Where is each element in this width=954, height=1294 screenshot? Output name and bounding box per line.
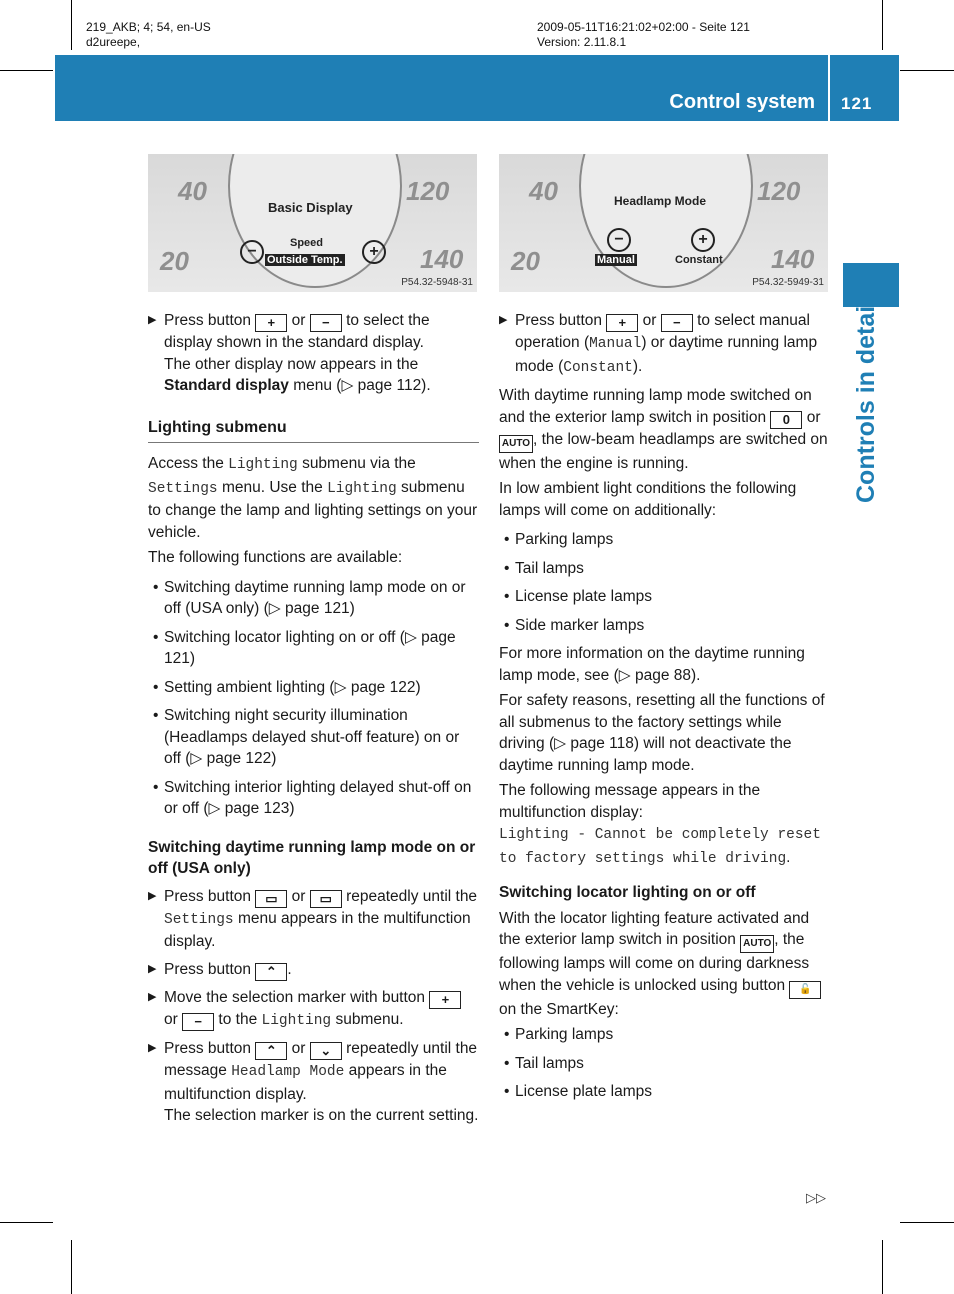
text: The selection marker is on the current setting.: [164, 1107, 479, 1124]
section-title: Control system: [669, 91, 815, 113]
header-band: [55, 55, 899, 121]
paragraph-drl-on: [499, 385, 830, 474]
text: Press button: [164, 312, 252, 329]
list-item-text: Switching locator lighting on or off (▷ page 121): [164, 628, 456, 667]
list-item-text: Tail lamps: [515, 1054, 584, 1072]
list-item: • Side marker lamps: [504, 616, 645, 634]
bold-text: Standard display: [164, 377, 289, 394]
speed-mark-40: 40: [529, 176, 558, 206]
display-text: Lighting: [327, 480, 397, 497]
list-item: • Parking lamps: [504, 531, 614, 548]
text: Press button: [515, 312, 603, 329]
text: Move the selection marker with button: [164, 988, 426, 1006]
display-text: Headlamp Mode: [231, 1064, 345, 1080]
step-arrow-icon: ▶: [148, 990, 157, 1003]
display-title: Headlamp Mode: [614, 194, 707, 208]
step-arrow-icon: ▶: [148, 314, 157, 326]
text: Press button: [164, 960, 252, 978]
crop-mark: [0, 70, 53, 71]
minus-button-icon: −: [182, 1013, 214, 1031]
page-number: 121: [841, 94, 873, 113]
text: to select the display shown in the standard display.: [164, 312, 430, 351]
up-button-icon: ⌃: [255, 963, 287, 981]
text: , the following lamps will come on during darkness when the vehicle is unlocked using button: [499, 931, 810, 994]
list-item: • Tail lamps: [504, 559, 584, 577]
speed-mark-20: 20: [160, 246, 189, 276]
plus-button-icon: +: [606, 314, 638, 332]
display-option-speed: Speed: [290, 237, 324, 249]
print-meta-left: [86, 20, 211, 50]
down-button-icon: ⌄: [310, 1042, 342, 1060]
text: With daytime running lamp mode switched on and the exterior lamp switch in position: [499, 387, 812, 426]
header-divider: [828, 55, 830, 121]
text: or: [164, 1010, 178, 1028]
paragraph-locator: [499, 908, 830, 1021]
display-message: Lighting - Cannot be completely reset to factory settings while driving: [499, 827, 821, 867]
speed-mark-20: 20: [511, 246, 540, 276]
crop-mark: [71, 1240, 72, 1294]
heading-lighting-submenu: Lighting submenu: [148, 418, 287, 436]
display-dial: [228, 154, 402, 288]
plus-icon: +: [691, 228, 715, 252]
text: ) or daytime running lamp mode (: [515, 334, 818, 375]
paragraph-functions: The following functions are available:: [148, 549, 403, 566]
plus-icon: +: [362, 240, 386, 264]
text: Access the: [148, 455, 224, 472]
text: on the SmartKey:: [499, 1000, 619, 1018]
up-button-icon: ⌃: [255, 1042, 287, 1060]
text: repeatedly until the message: [164, 1040, 478, 1079]
heading-rule: [148, 442, 479, 443]
text: Press button: [164, 1040, 252, 1057]
list-item-text: Side marker lamps: [515, 616, 645, 634]
figure-code: P54.32-5948-31: [401, 277, 473, 288]
step-open-settings: [148, 886, 479, 953]
crop-mark: [882, 1240, 883, 1294]
text: or: [642, 312, 657, 329]
display-text: Manual: [589, 336, 642, 352]
plus-button-icon: +: [429, 991, 461, 1009]
display-option-outside-temp: Outside Temp.: [267, 254, 343, 266]
list-item: • License plate lamps: [504, 1083, 652, 1100]
list-item-text: Parking lamps: [515, 1026, 614, 1043]
step-select-display: [148, 310, 479, 397]
minus-button-icon: −: [310, 314, 342, 332]
paragraph-more-info: For more information on the daytime running lamp mode, see (▷ page 88).: [499, 645, 805, 684]
figure-basic-display: [148, 154, 477, 292]
paragraph-safety: For safety reasons, resetting all the functions of all submenus to the factory settings while driving (▷ page 118) will not deactivate the daytime running lamp mode.: [499, 692, 825, 774]
chapter-label: Controls in detail: [852, 298, 880, 503]
list-item: • Parking lamps: [504, 1026, 614, 1043]
display-dial: [579, 154, 753, 288]
speed-mark-40: 40: [178, 176, 207, 206]
text: submenu via the: [302, 455, 416, 472]
meta-left-line1: 219_AKB; 4; 54, en-US: [86, 20, 211, 34]
text: submenu to change the lamp and lighting settings on your vehicle.: [148, 478, 478, 541]
list-item-text: Setting ambient lighting (▷ page 122): [164, 678, 421, 696]
text: to the: [218, 1010, 258, 1028]
list-item-text: License plate lamps: [515, 1083, 652, 1100]
heading-drl: Switching daytime running lamp mode on or off (USA only): [148, 838, 476, 877]
text: , the low-beam headlamps are switched on when the engine is running.: [499, 430, 828, 472]
list-item-text: Tail lamps: [515, 559, 584, 577]
display-title: Basic Display: [268, 200, 353, 215]
minus-button-icon: −: [661, 314, 693, 332]
display-text: Settings: [164, 911, 234, 928]
continue-icon: ▷▷: [806, 1190, 826, 1205]
text: menu. Use the: [221, 478, 323, 496]
text: appears in the multifunction display.: [164, 1062, 447, 1103]
text: or: [806, 408, 821, 426]
heading-locator: Switching locator lighting on or off: [499, 884, 756, 901]
step-arrow-icon: ▶: [499, 314, 508, 326]
text: ).: [632, 357, 643, 375]
switch-zero-icon: 0: [770, 411, 802, 429]
list-item: • Setting ambient lighting (▷ page 122): [153, 678, 421, 696]
text: repeatedly until the: [346, 887, 478, 905]
step-arrow-icon: ▶: [148, 889, 157, 902]
list-item: • Switching night security illumination (Headlamps delayed shut-off feature) on or off (▷ page 122): [153, 707, 460, 767]
plus-button-icon: +: [255, 314, 287, 332]
meta-right-line2: Version: 2.11.8.1: [537, 35, 627, 49]
right-column: [499, 310, 830, 1110]
switch-auto-icon: AUTO: [740, 935, 774, 953]
minus-icon: −: [607, 228, 631, 252]
speed-mark-120: 120: [406, 176, 450, 206]
list-item: • License plate lamps: [504, 588, 652, 605]
text: .: [287, 960, 292, 978]
switch-auto-icon: AUTO: [499, 435, 533, 453]
print-meta-right: [537, 20, 750, 50]
step-press-up: [148, 959, 479, 981]
list-item-text: Switching daytime running lamp mode on or off (USA only) (▷ page 121): [164, 578, 466, 617]
display-text: Constant: [563, 359, 633, 376]
paragraph-message: [499, 780, 830, 870]
text: With the locator lighting feature activated and the exterior lamp switch in position: [499, 909, 810, 948]
list-item: • Tail lamps: [504, 1054, 584, 1072]
unlock-button-icon: 🔓: [789, 981, 821, 999]
text: submenu.: [335, 1010, 404, 1028]
text: or: [291, 312, 306, 329]
minus-icon: −: [240, 240, 264, 264]
list-item: • Switching daytime running lamp mode on or off (USA only) (▷ page 121): [153, 578, 466, 617]
option-constant: Constant: [675, 254, 723, 266]
list-item-text: Switching night security illumination (Headlamps delayed shut-off feature) on or off (▷ page 122): [164, 707, 460, 767]
text: Press button: [164, 887, 252, 905]
page-ref: menu (▷ page 112).: [293, 377, 431, 394]
list-item: • Switching locator lighting on or off (▷ page 121): [153, 628, 456, 667]
text: .: [786, 848, 791, 866]
speed-mark-120: 120: [757, 176, 801, 206]
text: or: [291, 1040, 306, 1057]
step-arrow-icon: ▶: [148, 1042, 157, 1054]
meta-left-line2: d2ureepe,: [86, 35, 141, 49]
figure-code: P54.32-5949-31: [752, 277, 824, 288]
crop-mark: [900, 1222, 954, 1223]
speed-mark-140: 140: [420, 244, 464, 274]
display-text: Lighting: [228, 457, 298, 473]
list-item-text: License plate lamps: [515, 588, 652, 605]
list-item-text: Switching interior lighting delayed shut-off on or off (▷ page 123): [164, 778, 472, 817]
crop-mark: [882, 0, 883, 50]
crop-mark: [900, 70, 954, 71]
left-column: [148, 310, 479, 1133]
display-button-alt-icon: ▭: [310, 890, 342, 908]
paragraph-low-light: In low ambient light conditions the following lamps will come on additionally:: [499, 480, 797, 519]
paragraph-access: [148, 453, 479, 543]
crop-mark: [71, 0, 72, 50]
text: menu appears in the multifunction display.: [164, 909, 471, 950]
step-move-marker: [148, 987, 479, 1033]
display-text: Lighting: [261, 1012, 332, 1029]
meta-right-line1: 2009-05-11T16:21:02+02:00 - Seite 121: [537, 20, 750, 34]
text: The other display now appears in the: [164, 355, 419, 373]
display-button-icon: ▭: [255, 890, 287, 908]
step-headlamp-mode: [148, 1038, 479, 1127]
crop-mark: [0, 1222, 53, 1223]
text: The following message appears in the multifunction display:: [499, 782, 761, 821]
figure-headlamp-mode: [499, 154, 828, 292]
speed-mark-140: 140: [771, 244, 815, 274]
step-arrow-icon: ▶: [148, 962, 157, 975]
option-manual: Manual: [597, 254, 635, 266]
list-item-text: Parking lamps: [515, 531, 614, 548]
display-text: Settings: [148, 480, 218, 497]
step-select-mode: [499, 310, 830, 379]
list-item: • Switching interior lighting delayed shut-off on or off (▷ page 123): [153, 778, 472, 817]
text: to select manual operation (: [515, 312, 810, 351]
text: or: [291, 887, 306, 905]
